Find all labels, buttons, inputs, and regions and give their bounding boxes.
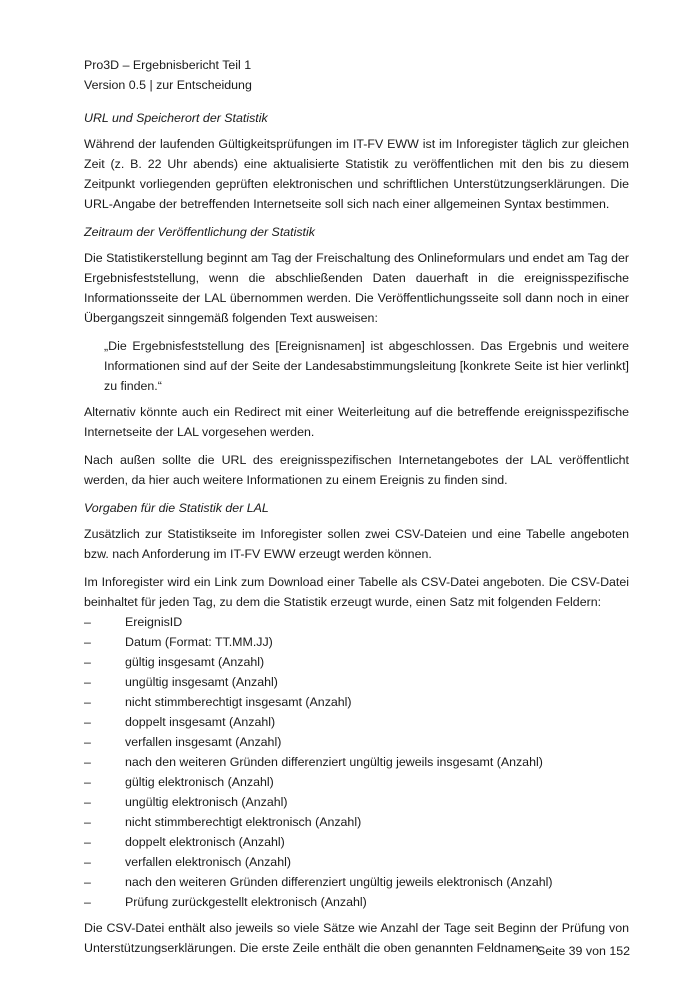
field-label: EreignisID	[125, 615, 183, 629]
paragraph-url: Während der laufenden Gültigkeitsprüfungen im IT-FV EWW ist im Inforegister täglich zur gleichen Zeit (z. B. 22 Uhr abends) eine aktualisierte Statistik zu veröffentlichen mit den bis zu diesem Zeitpunkt vorliegenden geprüften elektronischen und schriftlichen Unterstützungserklärungen. Die URL-Angabe der betreffenden Internetseite soll sich nach einer allgemeinen Syntax bestimmen.	[84, 137, 629, 211]
bullet-dash: –	[84, 875, 91, 889]
bullet-dash: –	[84, 855, 91, 869]
section-heading-vorgaben: Vorgaben für die Statistik der LAL	[84, 501, 269, 515]
list-item	[84, 632, 629, 652]
list-item	[84, 832, 629, 852]
field-label: doppelt insgesamt (Anzahl)	[125, 715, 276, 729]
bullet-dash: –	[84, 715, 91, 729]
header-version: Version 0.5 | zur Entscheidung	[84, 78, 252, 92]
field-label: nach den weiteren Gründen differenziert ungültig jeweils elektronisch (Anzahl)	[125, 875, 553, 889]
field-label: Datum (Format: TT.MM.JJ)	[125, 635, 273, 649]
list-item	[84, 892, 629, 912]
field-label: ungültig insgesamt (Anzahl)	[125, 675, 278, 689]
field-label: gültig elektronisch (Anzahl)	[125, 775, 274, 789]
page-number: Seite 39 von 152	[536, 944, 630, 958]
field-label: doppelt elektronisch (Anzahl)	[125, 835, 285, 849]
section-heading-url: URL und Speicherort der Statistik	[84, 111, 268, 125]
paragraph-redirect: Alternativ könnte auch ein Redirect mit einer Weiterleitung auf die betreffende ereignisspezifische Internetseite der LAL vorgesehen werden.	[84, 405, 629, 439]
bullet-dash: –	[84, 815, 91, 829]
field-label: verfallen insgesamt (Anzahl)	[125, 735, 282, 749]
paragraph-zeitraum: Die Statistikerstellung beginnt am Tag der Freischaltung des Onlineformulars und endet am Tag der Ergebnisfeststellung, wenn die abschließenden Daten dauerhaft in die ereignisspezifische Informationsseite der LAL übernommen werden. Die Veröffentlichungsseite soll dann noch in einer Übergangszeit sinngemäß folgenden Text ausweisen:	[84, 251, 629, 325]
list-item	[84, 792, 629, 812]
quote-block: „Die Ergebnisfeststellung des [Ereignisnamen] ist abgeschlossen. Das Ergebnis und weitere Informationen sind auf der Seite der Landesabstimmungsleitung [konkrete Seite ist hier verlinkt] zu finden.“	[104, 339, 629, 393]
field-label: ungültig elektronisch (Anzahl)	[125, 795, 288, 809]
bullet-dash: –	[84, 695, 91, 709]
field-label: nach den weiteren Gründen differenziert ungültig jeweils insgesamt (Anzahl)	[125, 755, 543, 769]
list-item	[84, 772, 629, 792]
header-title: Pro3D – Ergebnisbericht Teil 1	[84, 58, 252, 72]
list-item	[84, 752, 629, 772]
field-list	[84, 612, 629, 912]
list-item	[84, 812, 629, 832]
section-heading-zeitraum: Zeitraum der Veröffentlichung der Statistik	[84, 225, 315, 239]
bullet-dash: –	[84, 775, 91, 789]
document-header	[84, 55, 624, 95]
list-item	[84, 612, 629, 632]
paragraph-closing: Die CSV-Datei enthält also jeweils so viele Sätze wie Anzahl der Tage seit Beginn der Prüfung von Unterstützungserklärungen. Die erste Zeile enthält die oben genannten Feldnamen.	[84, 921, 629, 955]
field-label: nicht stimmberechtigt elektronisch (Anzahl)	[125, 815, 362, 829]
bullet-dash: –	[84, 655, 91, 669]
field-label: nicht stimmberechtigt insgesamt (Anzahl)	[125, 695, 352, 709]
bullet-dash: –	[84, 895, 91, 909]
list-item	[84, 732, 629, 752]
list-item	[84, 692, 629, 712]
bullet-dash: –	[84, 615, 91, 629]
list-item	[84, 672, 629, 692]
bullet-dash: –	[84, 675, 91, 689]
bullet-dash: –	[84, 735, 91, 749]
list-item	[84, 852, 629, 872]
bullet-dash: –	[84, 755, 91, 769]
list-item	[84, 712, 629, 732]
field-label: verfallen elektronisch (Anzahl)	[125, 855, 291, 869]
list-item	[84, 652, 629, 672]
paragraph-csv-link: Im Inforegister wird ein Link zum Download einer Tabelle als CSV-Datei angeboten. Die CSV-Datei beinhaltet für jeden Tag, zu dem die Statistik erzeugt wurde, einen Satz mit folgenden Feldern:	[84, 575, 629, 609]
paragraph-url-public: Nach außen sollte die URL des ereignisspezifischen Internetangebotes der LAL veröffentlicht werden, da hier auch weitere Informationen zu einem Ereignis zu finden sind.	[84, 453, 629, 487]
bullet-dash: –	[84, 795, 91, 809]
field-label: Prüfung zurückgestellt elektronisch (Anzahl)	[125, 895, 367, 909]
document-body	[84, 108, 629, 966]
field-label: gültig insgesamt (Anzahl)	[125, 655, 265, 669]
list-item	[84, 872, 629, 892]
bullet-dash: –	[84, 635, 91, 649]
paragraph-csv-intro: Zusätzlich zur Statistikseite im Inforegister sollen zwei CSV-Dateien und eine Tabelle angeboten bzw. nach Anforderung im IT-FV EWW erzeugt werden können.	[84, 527, 629, 561]
bullet-dash: –	[84, 835, 91, 849]
